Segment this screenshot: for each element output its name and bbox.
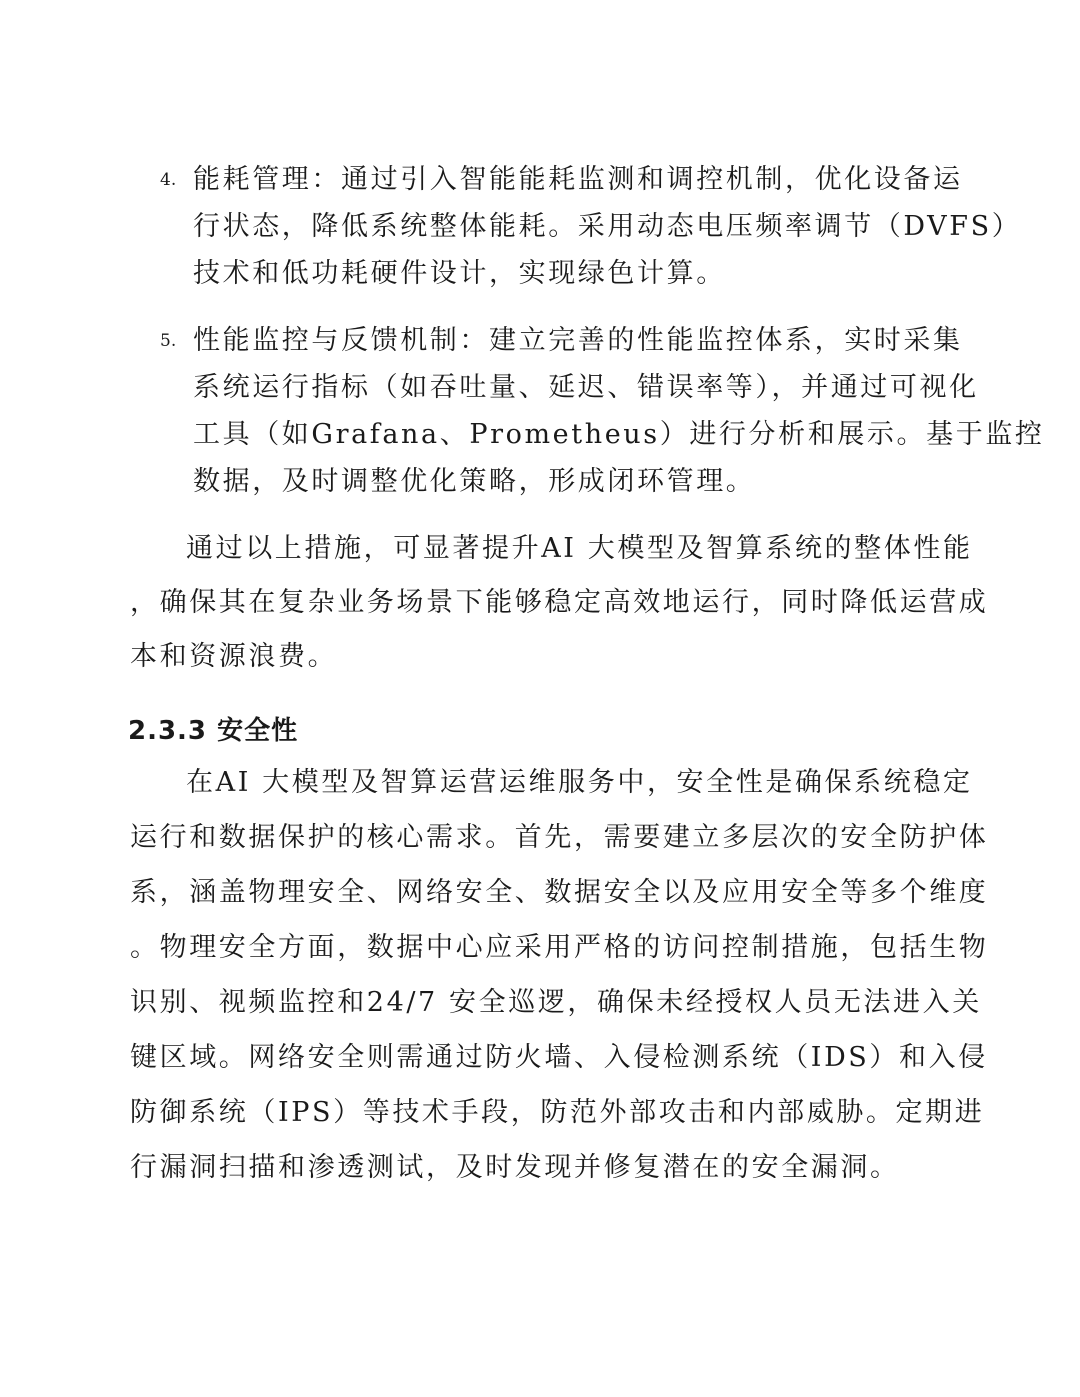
list-item-line: 行状态，降低系统整体能耗。采用动态电压频率调节（DVFS）	[193, 211, 1022, 242]
list-item-line: 性能监控与反馈机制：建立完善的性能监控体系，实时采集	[193, 325, 963, 356]
list-item-line: 技术和低功耗硬件设计，实现绿色计算。	[193, 258, 726, 289]
list-item-line: 能耗管理：通过引入智能能耗监测和调控机制，优化设备运	[193, 164, 963, 195]
paragraph-line: 通过以上措施，可显著提升AI 大模型及智算系统的整体性能	[186, 533, 973, 564]
list-item-line: 工具（如Grafana、Prometheus）进行分析和展示。基于监控	[193, 419, 1045, 450]
paragraph-line: 键区域。网络安全则需通过防火墙、入侵检测系统（IDS）和入侵	[130, 1042, 988, 1073]
paragraph-line: 运行和数据保护的核心需求。首先，需要建立多层次的安全防护体	[130, 822, 989, 853]
paragraph-line: 行漏洞扫描和渗透测试，及时发现并修复潜在的安全漏洞。	[130, 1152, 900, 1183]
list-item-line: 系统运行指标（如吞吐量、延迟、错误率等），并通过可视化	[193, 372, 979, 403]
paragraph-line: ，确保其在复杂业务场景下能够稳定高效地运行，同时降低运营成	[130, 587, 989, 618]
list-number: 4.	[160, 170, 177, 190]
paragraph-line: 在AI 大模型及智算运营运维服务中，安全性是确保系统稳定	[186, 767, 973, 798]
paragraph-line: 本和资源浪费。	[130, 641, 338, 672]
list-item-line: 数据，及时调整优化策略，形成闭环管理。	[193, 466, 756, 497]
list-number: 5.	[160, 331, 177, 351]
paragraph-line: 识别、视频监控和24/7 安全巡逻，确保未经授权人员无法进入关	[130, 987, 982, 1018]
paragraph-line: 防御系统（IPS）等技术手段，防范外部攻击和内部威胁。定期进	[130, 1097, 985, 1128]
paragraph-line: 。物理安全方面，数据中心应采用严格的访问控制措施，包括生物	[130, 932, 989, 963]
paragraph-line: 系，涵盖物理安全、网络安全、数据安全以及应用安全等多个维度	[130, 877, 989, 908]
section-heading: 2.3.3 安全性	[128, 716, 299, 746]
